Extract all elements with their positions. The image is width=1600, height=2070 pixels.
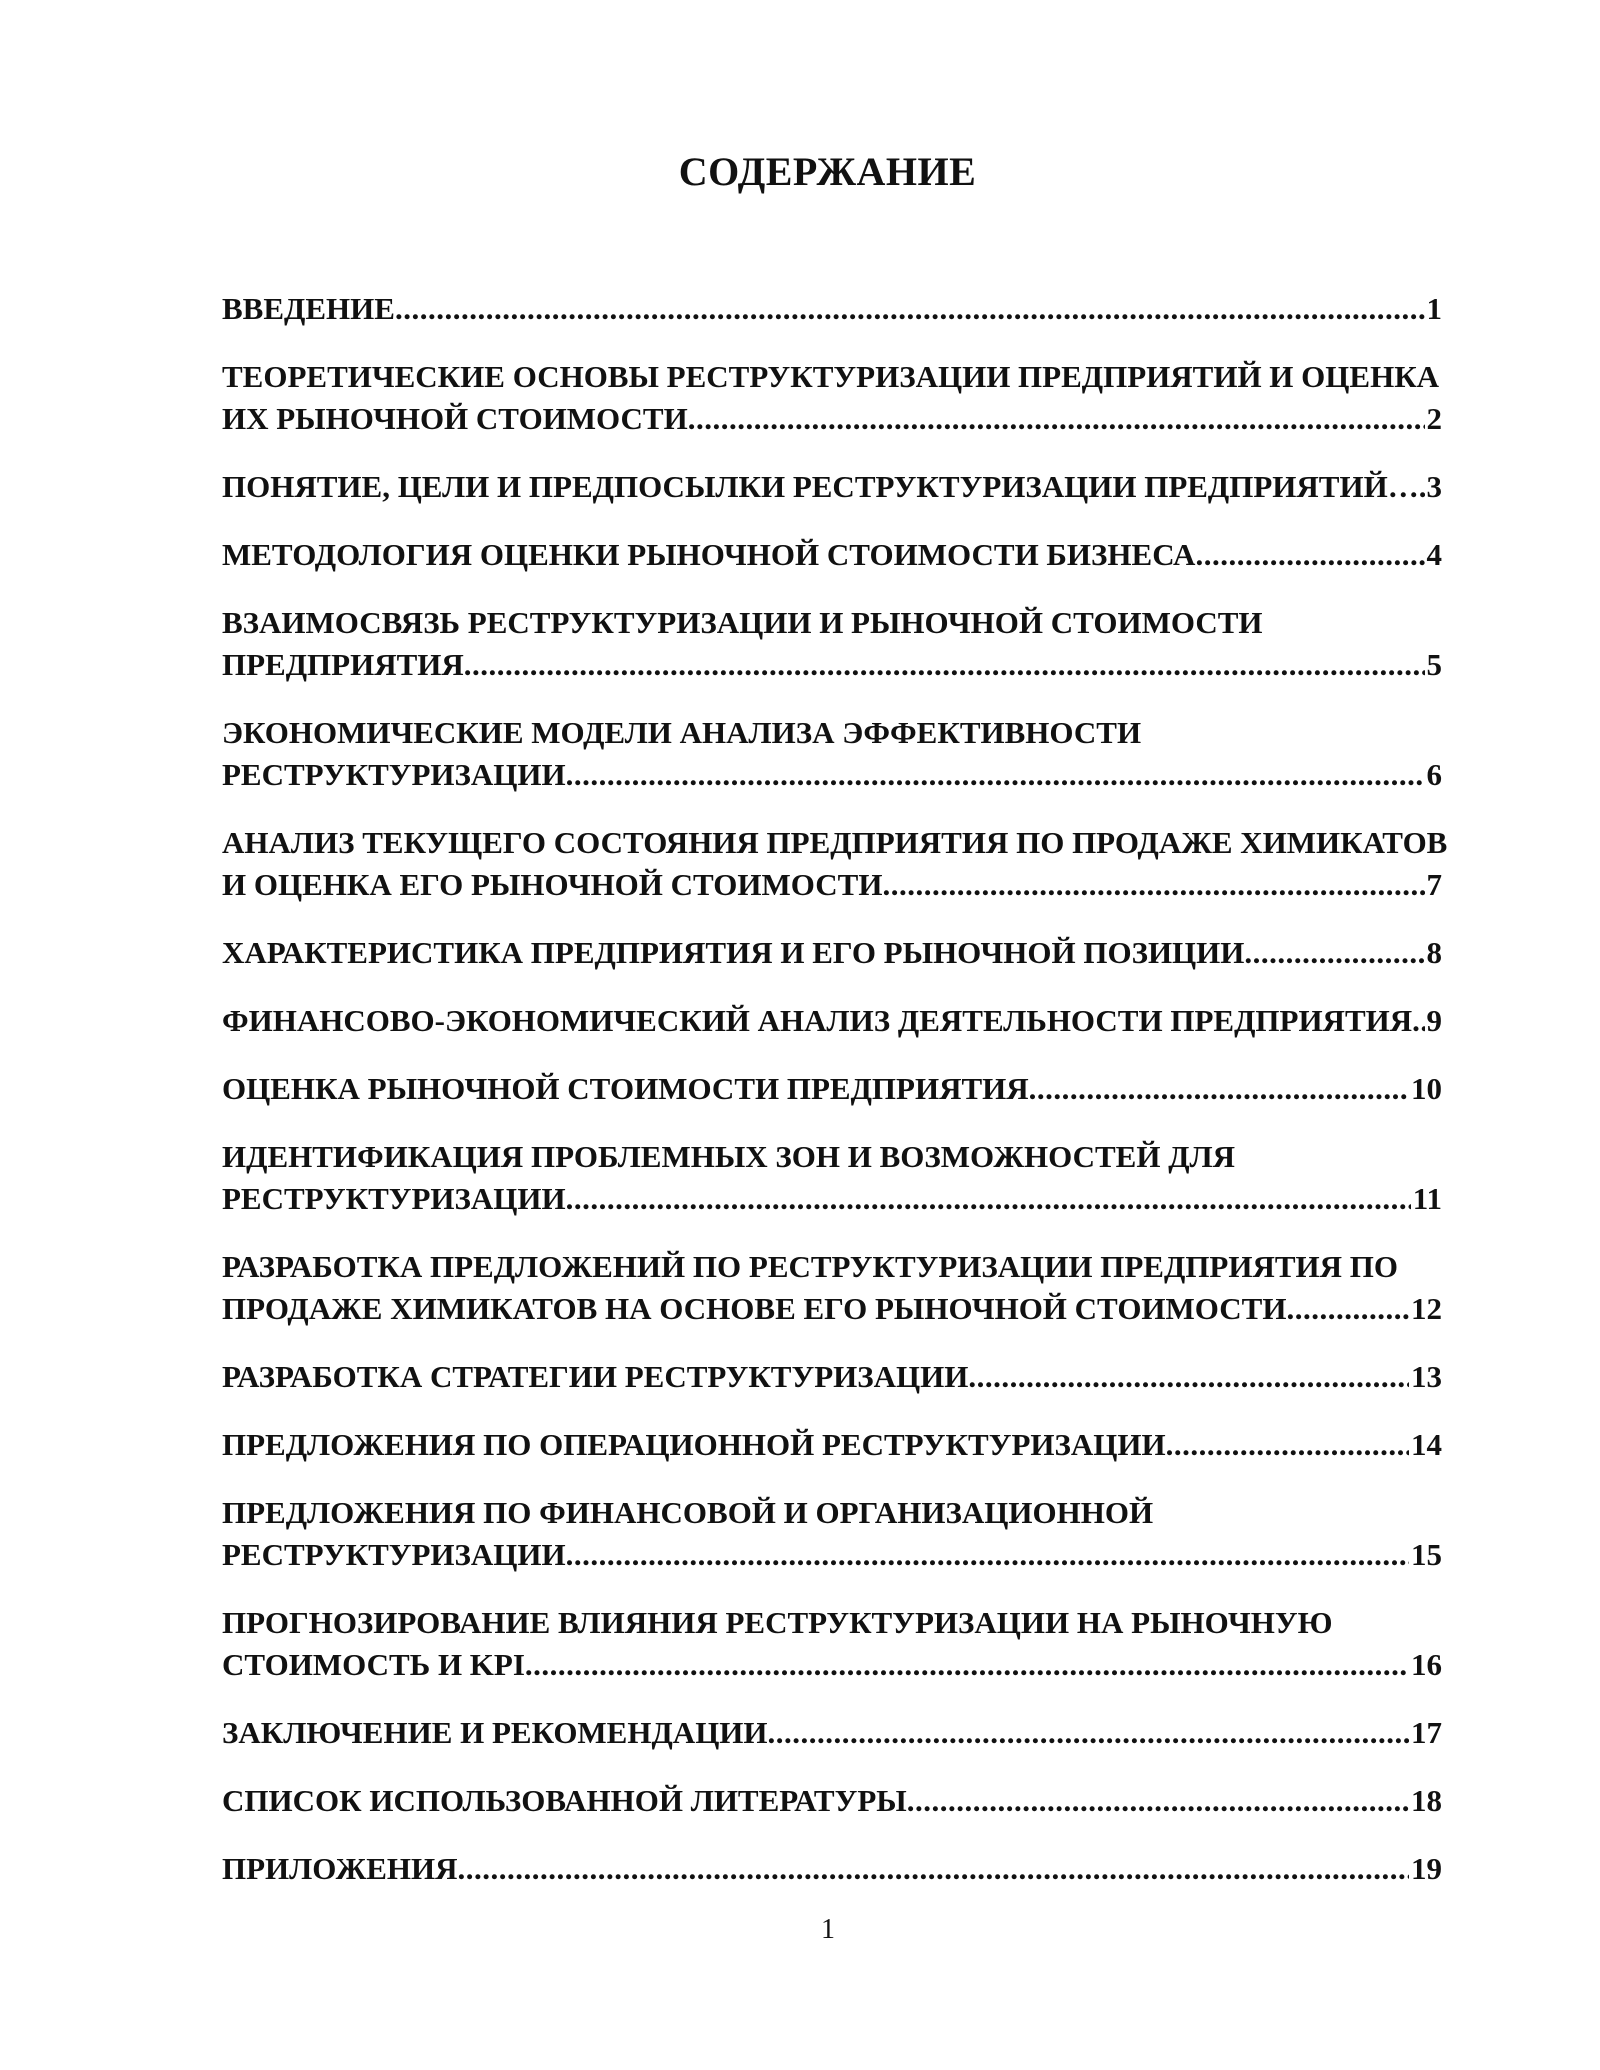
toc-entry-page-number: 12 — [1411, 1291, 1442, 1326]
toc-entry-page-number: 7 — [1426, 867, 1442, 902]
dot-leader — [688, 398, 1425, 440]
toc-entry[interactable] — [222, 1424, 1442, 1466]
toc-entry-title: ЗАКЛЮЧЕНИЕ И РЕКОМЕНДАЦИИ — [222, 1715, 768, 1750]
toc-entry-title: ВВЕДЕНИЕ — [222, 291, 395, 326]
page-number: 1 — [821, 1914, 835, 1945]
toc-entry[interactable] — [222, 1356, 1442, 1398]
toc-entry[interactable] — [222, 1068, 1442, 1110]
toc-entry-title-line: РАЗРАБОТКА ПРЕДЛОЖЕНИЙ ПО РЕСТРУКТУРИЗАЦИИ ПРЕДПРИЯТИЯ ПО — [222, 1249, 1399, 1284]
toc-entry-title-line: ЭКОНОМИЧЕСКИЕ МОДЕЛИ АНАЛИЗА ЭФФЕКТИВНОСТИ — [222, 715, 1142, 750]
toc-entry-title: РЕСТРУКТУРИЗАЦИИ — [222, 1181, 566, 1216]
toc-entry-title: СПИСОК ИСПОЛЬЗОВАННОЙ ЛИТЕРАТУРЫ — [222, 1783, 907, 1818]
toc-entry-final-line — [222, 754, 1442, 796]
toc-entry-page-number: 11 — [1412, 1181, 1442, 1216]
toc-entry-title: ПРЕДПРИЯТИЯ — [222, 647, 464, 682]
toc-entry[interactable] — [222, 1492, 1442, 1576]
toc-entry-page-number: 1 — [1426, 291, 1442, 326]
toc-entry-title-line: ИДЕНТИФИКАЦИЯ ПРОБЛЕМНЫХ ЗОН И ВОЗМОЖНОСТЕЙ ДЛЯ — [222, 1139, 1236, 1174]
toc-entry-page-number: 6 — [1426, 757, 1442, 792]
toc-entry-final-line — [222, 1178, 1442, 1220]
dot-leader — [1195, 534, 1424, 576]
toc-entry-title: ПРИЛОЖЕНИЯ — [222, 1851, 458, 1886]
dot-leader — [395, 288, 1425, 330]
toc-entry-final-line — [222, 1848, 1442, 1890]
toc-entry[interactable] — [222, 932, 1442, 974]
dot-leader — [1029, 1068, 1409, 1110]
toc-entry-final-line — [222, 864, 1442, 906]
dot-leader — [1244, 932, 1424, 974]
toc-entry[interactable] — [222, 466, 1442, 508]
toc-entry-page-number: 16 — [1411, 1647, 1442, 1682]
toc-entry[interactable] — [222, 602, 1442, 686]
toc-entry-title: РЕСТРУКТУРИЗАЦИИ — [222, 1537, 566, 1572]
toc-entry-page-number: 19 — [1411, 1851, 1442, 1886]
toc-entry-page-number: 18 — [1411, 1783, 1442, 1818]
toc-entry-final-line — [222, 1780, 1442, 1822]
toc-entry-final-line — [222, 1068, 1442, 1110]
toc-entry-page-number: 14 — [1411, 1427, 1442, 1462]
dot-leader — [882, 864, 1424, 906]
toc-entry-final-line — [222, 1534, 1442, 1576]
toc-entry-title: ФИНАНСОВО-ЭКОНОМИЧЕСКИЙ АНАЛИЗ ДЕЯТЕЛЬНОСТИ ПРЕДПРИЯТИЯ — [222, 1003, 1413, 1038]
toc-entry-title-line: ПРЕДЛОЖЕНИЯ ПО ФИНАНСОВОЙ И ОРГАНИЗАЦИОННОЙ — [222, 1495, 1154, 1530]
dot-leader — [1166, 1424, 1409, 1466]
toc-entry-final-line — [222, 1424, 1442, 1466]
toc-entry-title: ПРЕДЛОЖЕНИЯ ПО ОПЕРАЦИОННОЙ РЕСТРУКТУРИЗАЦИИ — [222, 1427, 1166, 1462]
dot-leader — [1286, 1288, 1409, 1330]
toc-entry[interactable] — [222, 534, 1442, 576]
toc-entry[interactable] — [222, 712, 1442, 796]
toc-entry-title: МЕТОДОЛОГИЯ ОЦЕНКИ РЫНОЧНОЙ СТОИМОСТИ БИЗНЕСА — [222, 537, 1196, 572]
toc-entry-page-number: 10 — [1411, 1071, 1442, 1106]
dot-leader — [768, 1712, 1409, 1754]
toc-entry-final-line — [222, 932, 1442, 974]
toc-entry-title-line: ВЗАИМОСВЯЗЬ РЕСТРУКТУРИЗАЦИИ И РЫНОЧНОЙ СТОИМОСТИ — [222, 605, 1263, 640]
page-title — [0, 148, 1600, 195]
toc-entry[interactable] — [222, 1000, 1442, 1042]
toc-entry-final-line — [222, 1644, 1442, 1686]
toc-entry[interactable] — [222, 1136, 1442, 1220]
toc-entry-page-number: 8 — [1426, 935, 1442, 970]
toc-entry-final-line — [222, 1712, 1442, 1754]
toc-entry-page-number: 5 — [1426, 647, 1442, 682]
toc-entry-page-number: 3 — [1426, 469, 1442, 504]
toc-entry-page-number: 13 — [1411, 1359, 1442, 1394]
toc-entry-title: ХАРАКТЕРИСТИКА ПРЕДПРИЯТИЯ И ЕГО РЫНОЧНОЙ ПОЗИЦИИ — [222, 935, 1245, 970]
toc-entry-title: РЕСТРУКТУРИЗАЦИИ — [222, 757, 566, 792]
page-title-text: СОДЕРЖАНИЕ — [678, 149, 977, 194]
toc-entry[interactable] — [222, 1848, 1442, 1890]
toc-entry-title: ПОНЯТИЕ, ЦЕЛИ И ПРЕДПОСЫЛКИ РЕСТРУКТУРИЗАЦИИ ПРЕДПРИЯТИЙ… — [222, 469, 1419, 504]
toc-entry-page-number: 4 — [1426, 537, 1442, 572]
toc-entry-final-line — [222, 398, 1442, 440]
toc-entry-page-number: 17 — [1411, 1715, 1442, 1750]
toc-entry-final-line — [222, 644, 1442, 686]
dot-leader — [566, 1534, 1409, 1576]
toc-entry-final-line — [222, 288, 1442, 330]
toc-entry[interactable] — [222, 1780, 1442, 1822]
dot-leader — [525, 1644, 1409, 1686]
toc-entry-page-number: 15 — [1411, 1537, 1442, 1572]
toc-entry-title: ИХ РЫНОЧНОЙ СТОИМОСТИ — [222, 401, 688, 436]
toc-entry[interactable] — [222, 288, 1442, 330]
dot-leader — [566, 1178, 1411, 1220]
toc-entry-final-line — [222, 1288, 1442, 1330]
toc-entry-title-line: АНАЛИЗ ТЕКУЩЕГО СОСТОЯНИЯ ПРЕДПРИЯТИЯ ПО ПРОДАЖЕ ХИМИКАТОВ — [222, 825, 1448, 860]
toc-entry-title: РАЗРАБОТКА СТРАТЕГИИ РЕСТРУКТУРИЗАЦИИ — [222, 1359, 969, 1394]
dot-leader — [458, 1848, 1409, 1890]
toc-entry[interactable] — [222, 1712, 1442, 1754]
toc-entry-final-line — [222, 1000, 1442, 1042]
toc-entry-final-line — [222, 466, 1442, 508]
toc-entry-page-number: 9 — [1426, 1003, 1442, 1038]
toc-entry-title: И ОЦЕНКА ЕГО РЫНОЧНОЙ СТОИМОСТИ — [222, 867, 883, 902]
toc-entry[interactable] — [222, 822, 1448, 906]
toc-entry-final-line — [222, 534, 1442, 576]
toc-entry[interactable] — [222, 1246, 1442, 1330]
dot-leader — [1412, 1000, 1424, 1042]
toc-entry[interactable] — [222, 356, 1442, 440]
toc-entry-title-line: ТЕОРЕТИЧЕСКИЕ ОСНОВЫ РЕСТРУКТУРИЗАЦИИ ПРЕДПРИЯТИЙ И ОЦЕНКА — [222, 359, 1440, 394]
toc-entry-title: ПРОДАЖЕ ХИМИКАТОВ НА ОСНОВЕ ЕГО РЫНОЧНОЙ СТОИМОСТИ — [222, 1291, 1287, 1326]
dot-leader — [566, 754, 1425, 796]
toc-entry-title-line: ПРОГНОЗИРОВАНИЕ ВЛИЯНИЯ РЕСТРУКТУРИЗАЦИИ НА РЫНОЧНУЮ — [222, 1605, 1333, 1640]
toc-entry-final-line — [222, 1356, 1442, 1398]
dot-leader — [907, 1780, 1409, 1822]
dot-leader — [968, 1356, 1409, 1398]
toc-entry-title: ОЦЕНКА РЫНОЧНОЙ СТОИМОСТИ ПРЕДПРИЯТИЯ — [222, 1071, 1029, 1106]
toc-entry-page-number: 2 — [1426, 401, 1442, 436]
toc-entry[interactable] — [222, 1602, 1442, 1686]
toc-entry-title: СТОИМОСТЬ И KPI — [222, 1647, 525, 1682]
table-of-contents — [222, 288, 1448, 1916]
dot-leader — [464, 644, 1425, 686]
